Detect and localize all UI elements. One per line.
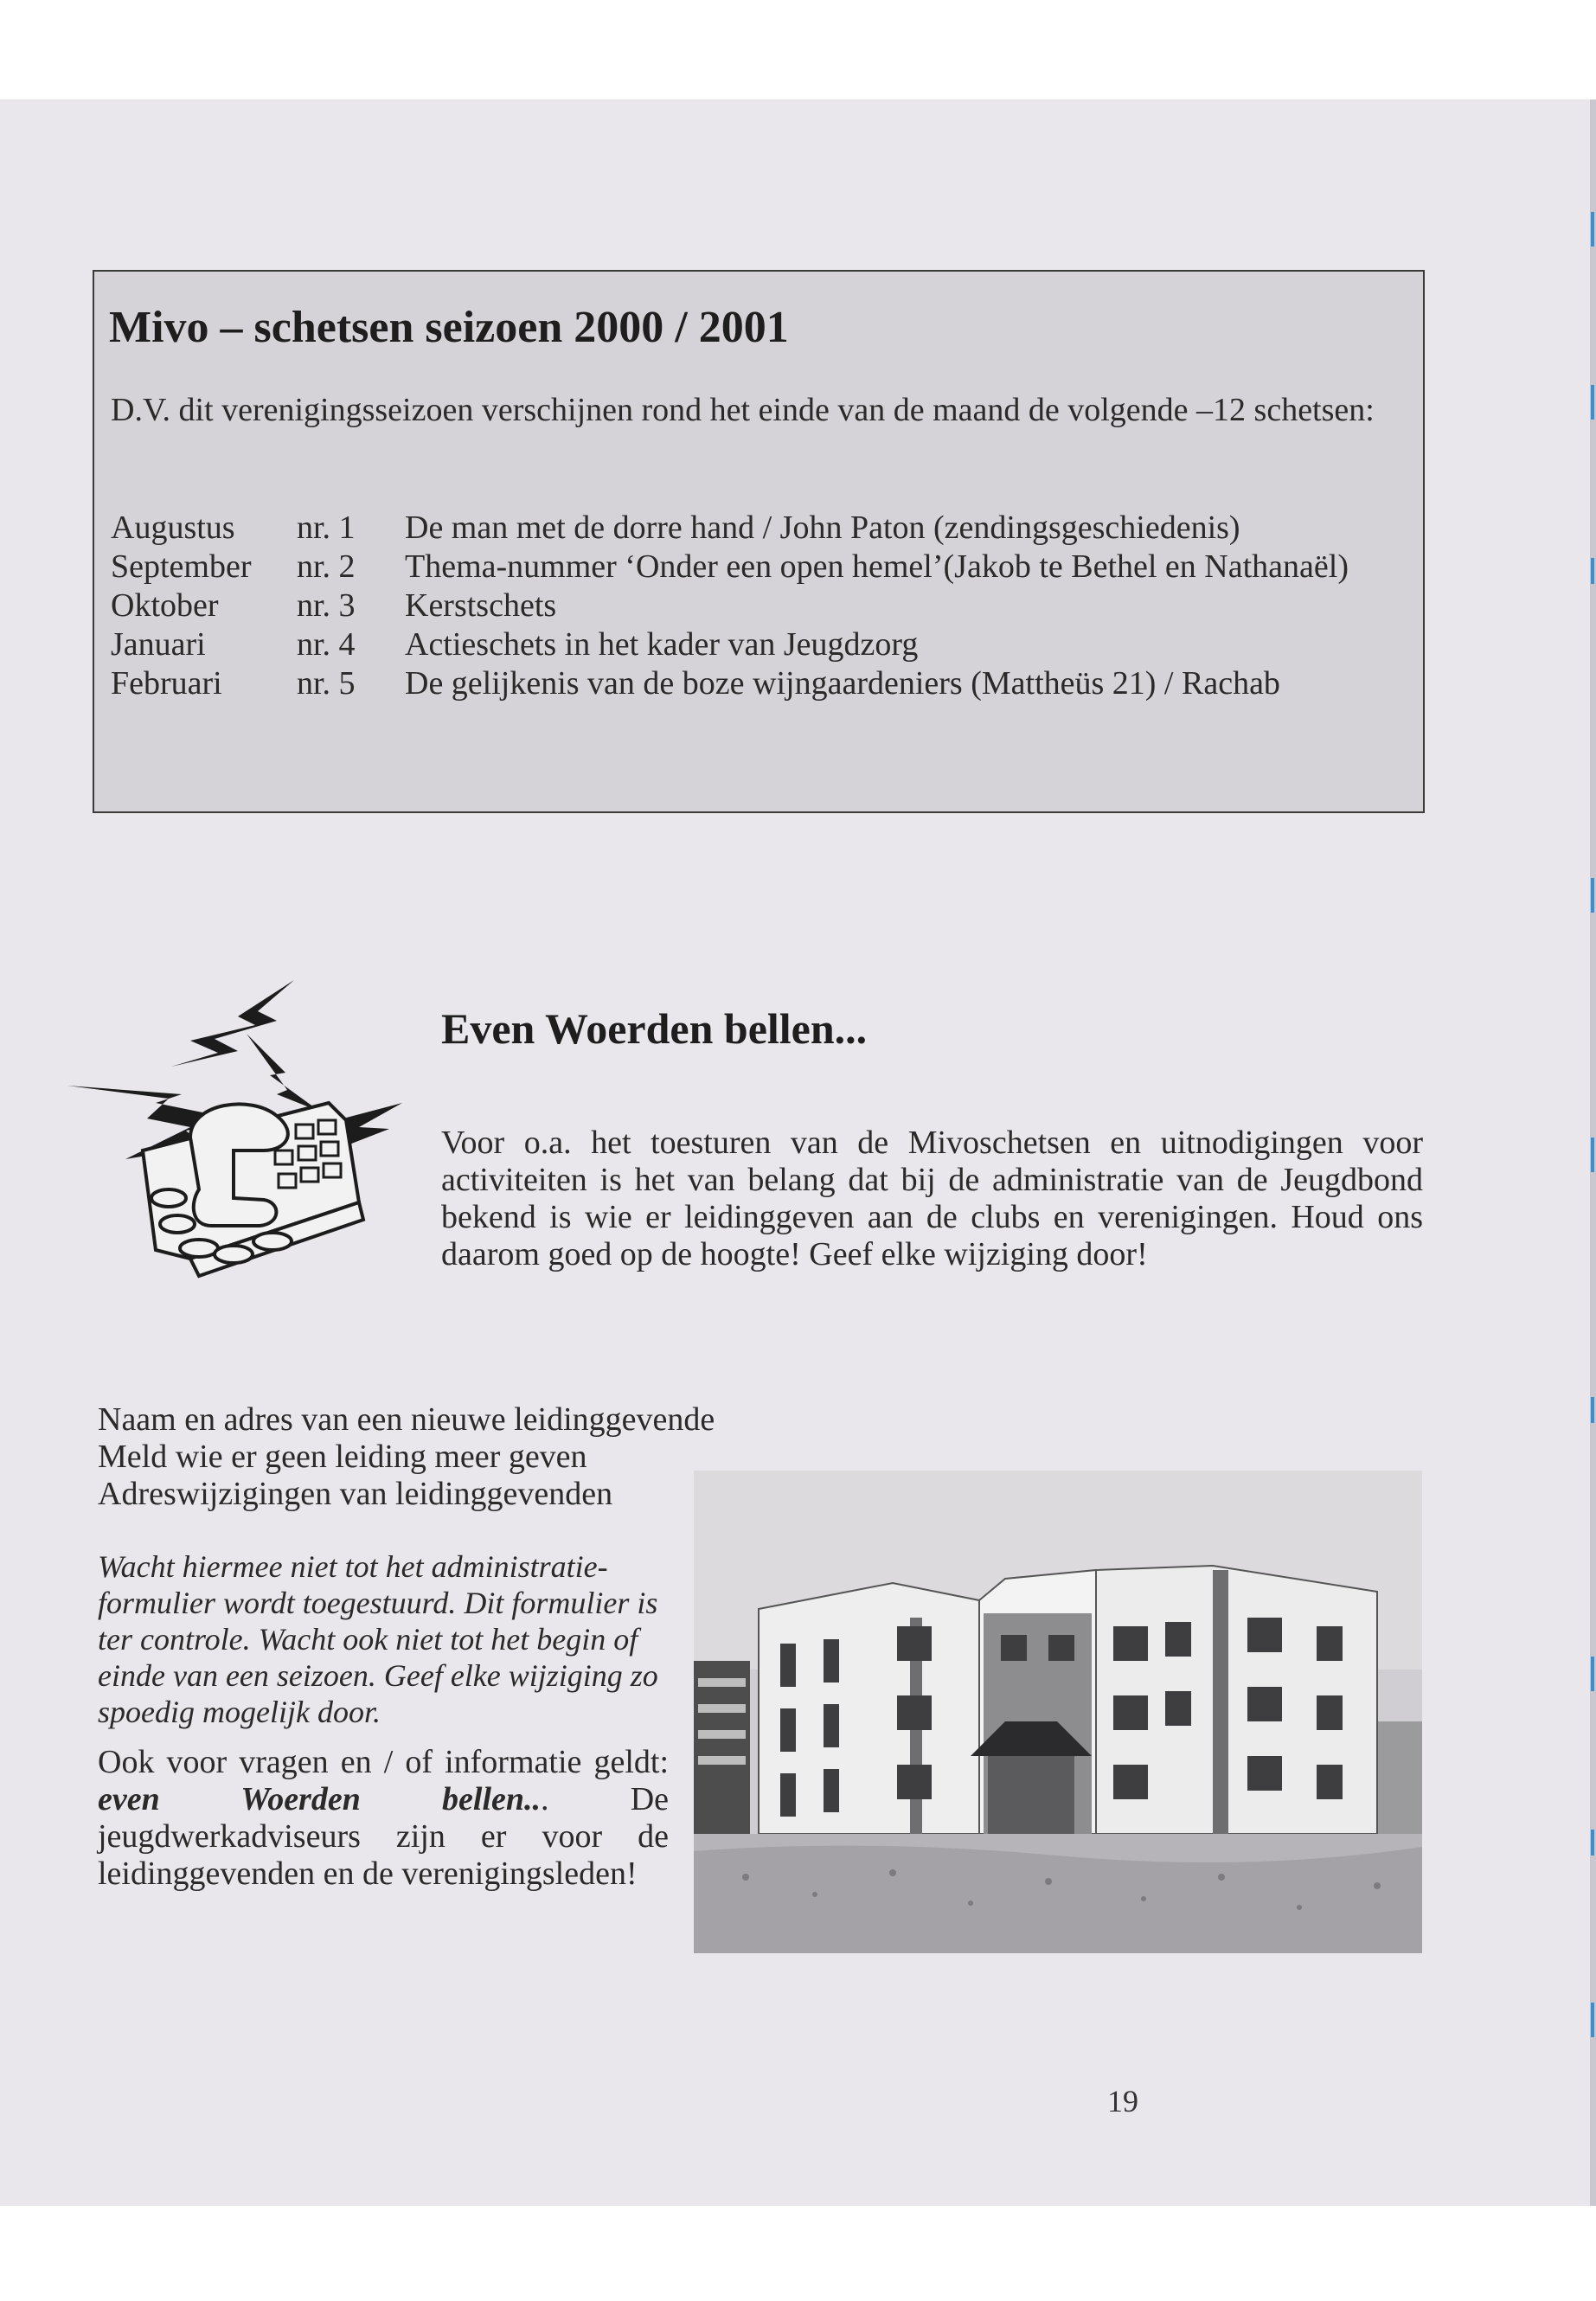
schedule-title: Mivo – schetsen seizoen 2000 / 2001	[109, 303, 789, 352]
schedule-month: Oktober	[111, 587, 219, 624]
schedule-description: Kerstschets	[405, 587, 557, 624]
ringing-phone-icon	[61, 973, 407, 1319]
page-number: 19	[1107, 2084, 1138, 2118]
schedule-row	[111, 664, 1417, 703]
schedule-number: nr. 2	[297, 548, 356, 585]
schedule-row	[111, 586, 1417, 625]
schedule-table	[111, 509, 1417, 703]
page-edge-strip	[1590, 99, 1596, 2206]
section-title: Even Woerden bellen...	[441, 1004, 868, 1053]
italic-note: Wacht hiermee niet tot het administratie-formulier wordt toegestuurd. Dit formulier is ter controle. Wacht ook niet tot het begin of einde van een seizoen. Geef elke wijziging zo spoedig mogelijk door.	[98, 1549, 658, 1729]
schedule-description: De man met de dorre hand / John Paton (zendingsgeschiedenis)	[405, 510, 1240, 546]
schedule-description: Thema-nummer ‘Onder een open hemel’(Jakob te Bethel en Nathanaël)	[405, 548, 1349, 585]
schedule-description: De gelijkenis van de boze wijngaardeniers (Mattheüs 21) / Rachab	[405, 665, 1280, 702]
schedule-month: Augustus	[111, 510, 235, 546]
office-building-photo	[694, 1471, 1422, 1953]
schedule-number: nr. 1	[297, 510, 356, 546]
list-item: Adreswijzigingen van leidinggevenden	[98, 1476, 613, 1512]
list-item: Naam en adres van een nieuwe leidinggevende	[98, 1401, 715, 1438]
schedule-row	[111, 509, 1417, 548]
schedule-month: September	[111, 548, 252, 585]
schedule-number: nr. 4	[297, 626, 356, 663]
schedule-row	[111, 625, 1417, 664]
schedule-box	[93, 270, 1425, 813]
closing-suffix: . De jeugdwerkadviseurs zijn er voor de leidinggevenden en de verenigingsleden!	[98, 1781, 670, 1892]
closing-emphasis: even Woerden bellen..	[98, 1781, 542, 1817]
schedule-number: nr. 5	[297, 665, 356, 702]
schedule-description: Actieschets in het kader van Jeugdzorg	[405, 626, 919, 663]
closing-prefix: Ook voor vragen en / of informatie geldt:	[98, 1744, 669, 1780]
section-body: Voor o.a. het toesturen van de Mivoschetsen en uitnodigingen voor activiteiten is het van belang dat bij de administratie van de Jeugdbond bekend is wie er leidinggeven aan de clubs en verenigingen. Houd ons daarom goed op de hoogte! Geef elke wijziging door!	[441, 1125, 1423, 1272]
schedule-intro: D.V. dit verenigingsseizoen verschijnen rond het einde van de maand de volgende –12 schetsen:	[111, 392, 1375, 428]
schedule-month: Januari	[111, 626, 206, 663]
closing-paragraph	[98, 1744, 669, 1893]
notification-list	[98, 1401, 715, 1513]
list-item: Meld wie er geen leiding meer geven	[98, 1439, 587, 1475]
schedule-number: nr. 3	[297, 587, 356, 624]
schedule-month: Februari	[111, 665, 222, 702]
schedule-row	[111, 548, 1417, 586]
